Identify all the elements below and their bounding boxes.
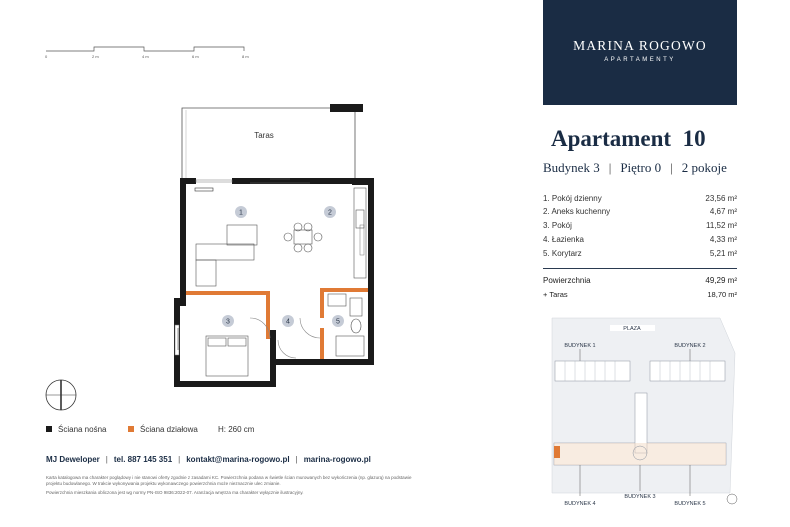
website-link[interactable]: marina-rogowo.pl (303, 455, 371, 464)
footnote-2: projektu budowlanego. W trakcie wykonywania projektu wykonawczego powierzchnia może nieznacznie ulec zmianie. (46, 481, 281, 486)
room-number-2: 2 (328, 209, 332, 217)
site-building-4: BUDYNEK 4 (564, 501, 596, 507)
scale-tick-0: 0 (45, 54, 48, 59)
brand-subtitle: APARTAMENTY (604, 57, 676, 63)
brand-name: MARINA ROGOWO (573, 38, 707, 53)
room-row-2: 2. Aneks kuchenny 4,67 m² (543, 207, 737, 216)
scale-tick-6: 6 m (192, 54, 199, 59)
site-building-5: BUDYNEK 5 (674, 501, 706, 507)
contact-line: MJ Deweloper | tel. 887 145 351 | kontakt@marina-rogowo.pl | marina-rogowo.pl (46, 455, 371, 464)
phone-number[interactable]: tel. 887 145 351 (113, 455, 173, 464)
bearing-wall-label: Ściana nośna (58, 425, 107, 434)
apartment-number: 10 (682, 126, 706, 151)
floor-label: Piętro 0 (620, 160, 662, 175)
room-number-3: 3 (226, 318, 230, 326)
apartment-subtitle: Budynek 3 | Piętro 0 | 2 pokoje (543, 160, 727, 175)
email-link[interactable]: kontakt@marina-rogowo.pl (186, 455, 290, 464)
apartment-title (551, 126, 706, 152)
site-building-2: BUDYNEK 2 (674, 343, 706, 349)
room-row-4: 4. Łazienka 4,33 m² (543, 235, 737, 244)
site-plan (540, 313, 740, 513)
footnote-1: Karta katalogowa ma charakter poglądowy i nie stanowi oferty zgodnie z zasadami KC. Powierzchnia podana w świetle ścian murowanych bez wykończenia (np. glazurą) na podstawie (46, 475, 412, 480)
terrace-label: Taras (254, 131, 274, 140)
partition-wall-swatch (128, 426, 134, 432)
room-row-3: 3. Pokój 11,52 m² (543, 221, 737, 230)
developer-name: MJ Deweloper (46, 455, 100, 464)
site-building-1: BUDYNEK 1 (564, 343, 596, 349)
room-row-5: 5. Korytarz 5,21 m² (543, 249, 737, 258)
room-number-1: 1 (239, 209, 243, 217)
scale-tick-8: 8 m (242, 54, 249, 59)
site-plaza-label: PLAZA (623, 326, 641, 332)
scale-tick-4: 4 m (142, 54, 149, 59)
room-row-1: 1. Pokój dzienny 23,56 m² (543, 194, 737, 203)
scale-bar (44, 44, 259, 60)
partition-wall-label: Ściana działowa (140, 425, 198, 434)
total-area-row: Powierzchnia 49,29 m² (543, 276, 737, 285)
footnote-3: Powierzchnia mieszkania obliczona jest wg normy PN-ISO 9836:2022-07. Aranżacja wnętrza ma charakter wyłącznie ilustracyjny. (46, 490, 304, 495)
brand-logo (543, 0, 737, 105)
floor-plan (160, 100, 390, 400)
site-compass-icon (727, 494, 737, 504)
building-label: Budynek 3 (543, 160, 600, 175)
bearing-wall-swatch (46, 426, 52, 432)
room-number-4: 4 (286, 318, 290, 326)
scale-tick-2: 2 m (92, 54, 99, 59)
rooms-count-label: 2 pokoje (681, 160, 727, 175)
terrace-area-row: + Taras 18,70 m² (543, 290, 737, 299)
site-building-3: BUDYNEK 3 (624, 494, 656, 500)
apartment-title-prefix: Apartament (551, 126, 672, 151)
ceiling-height: H: 260 cm (218, 425, 255, 434)
room-number-5: 5 (336, 318, 340, 326)
totals-divider (543, 268, 737, 269)
compass-icon (44, 378, 78, 412)
